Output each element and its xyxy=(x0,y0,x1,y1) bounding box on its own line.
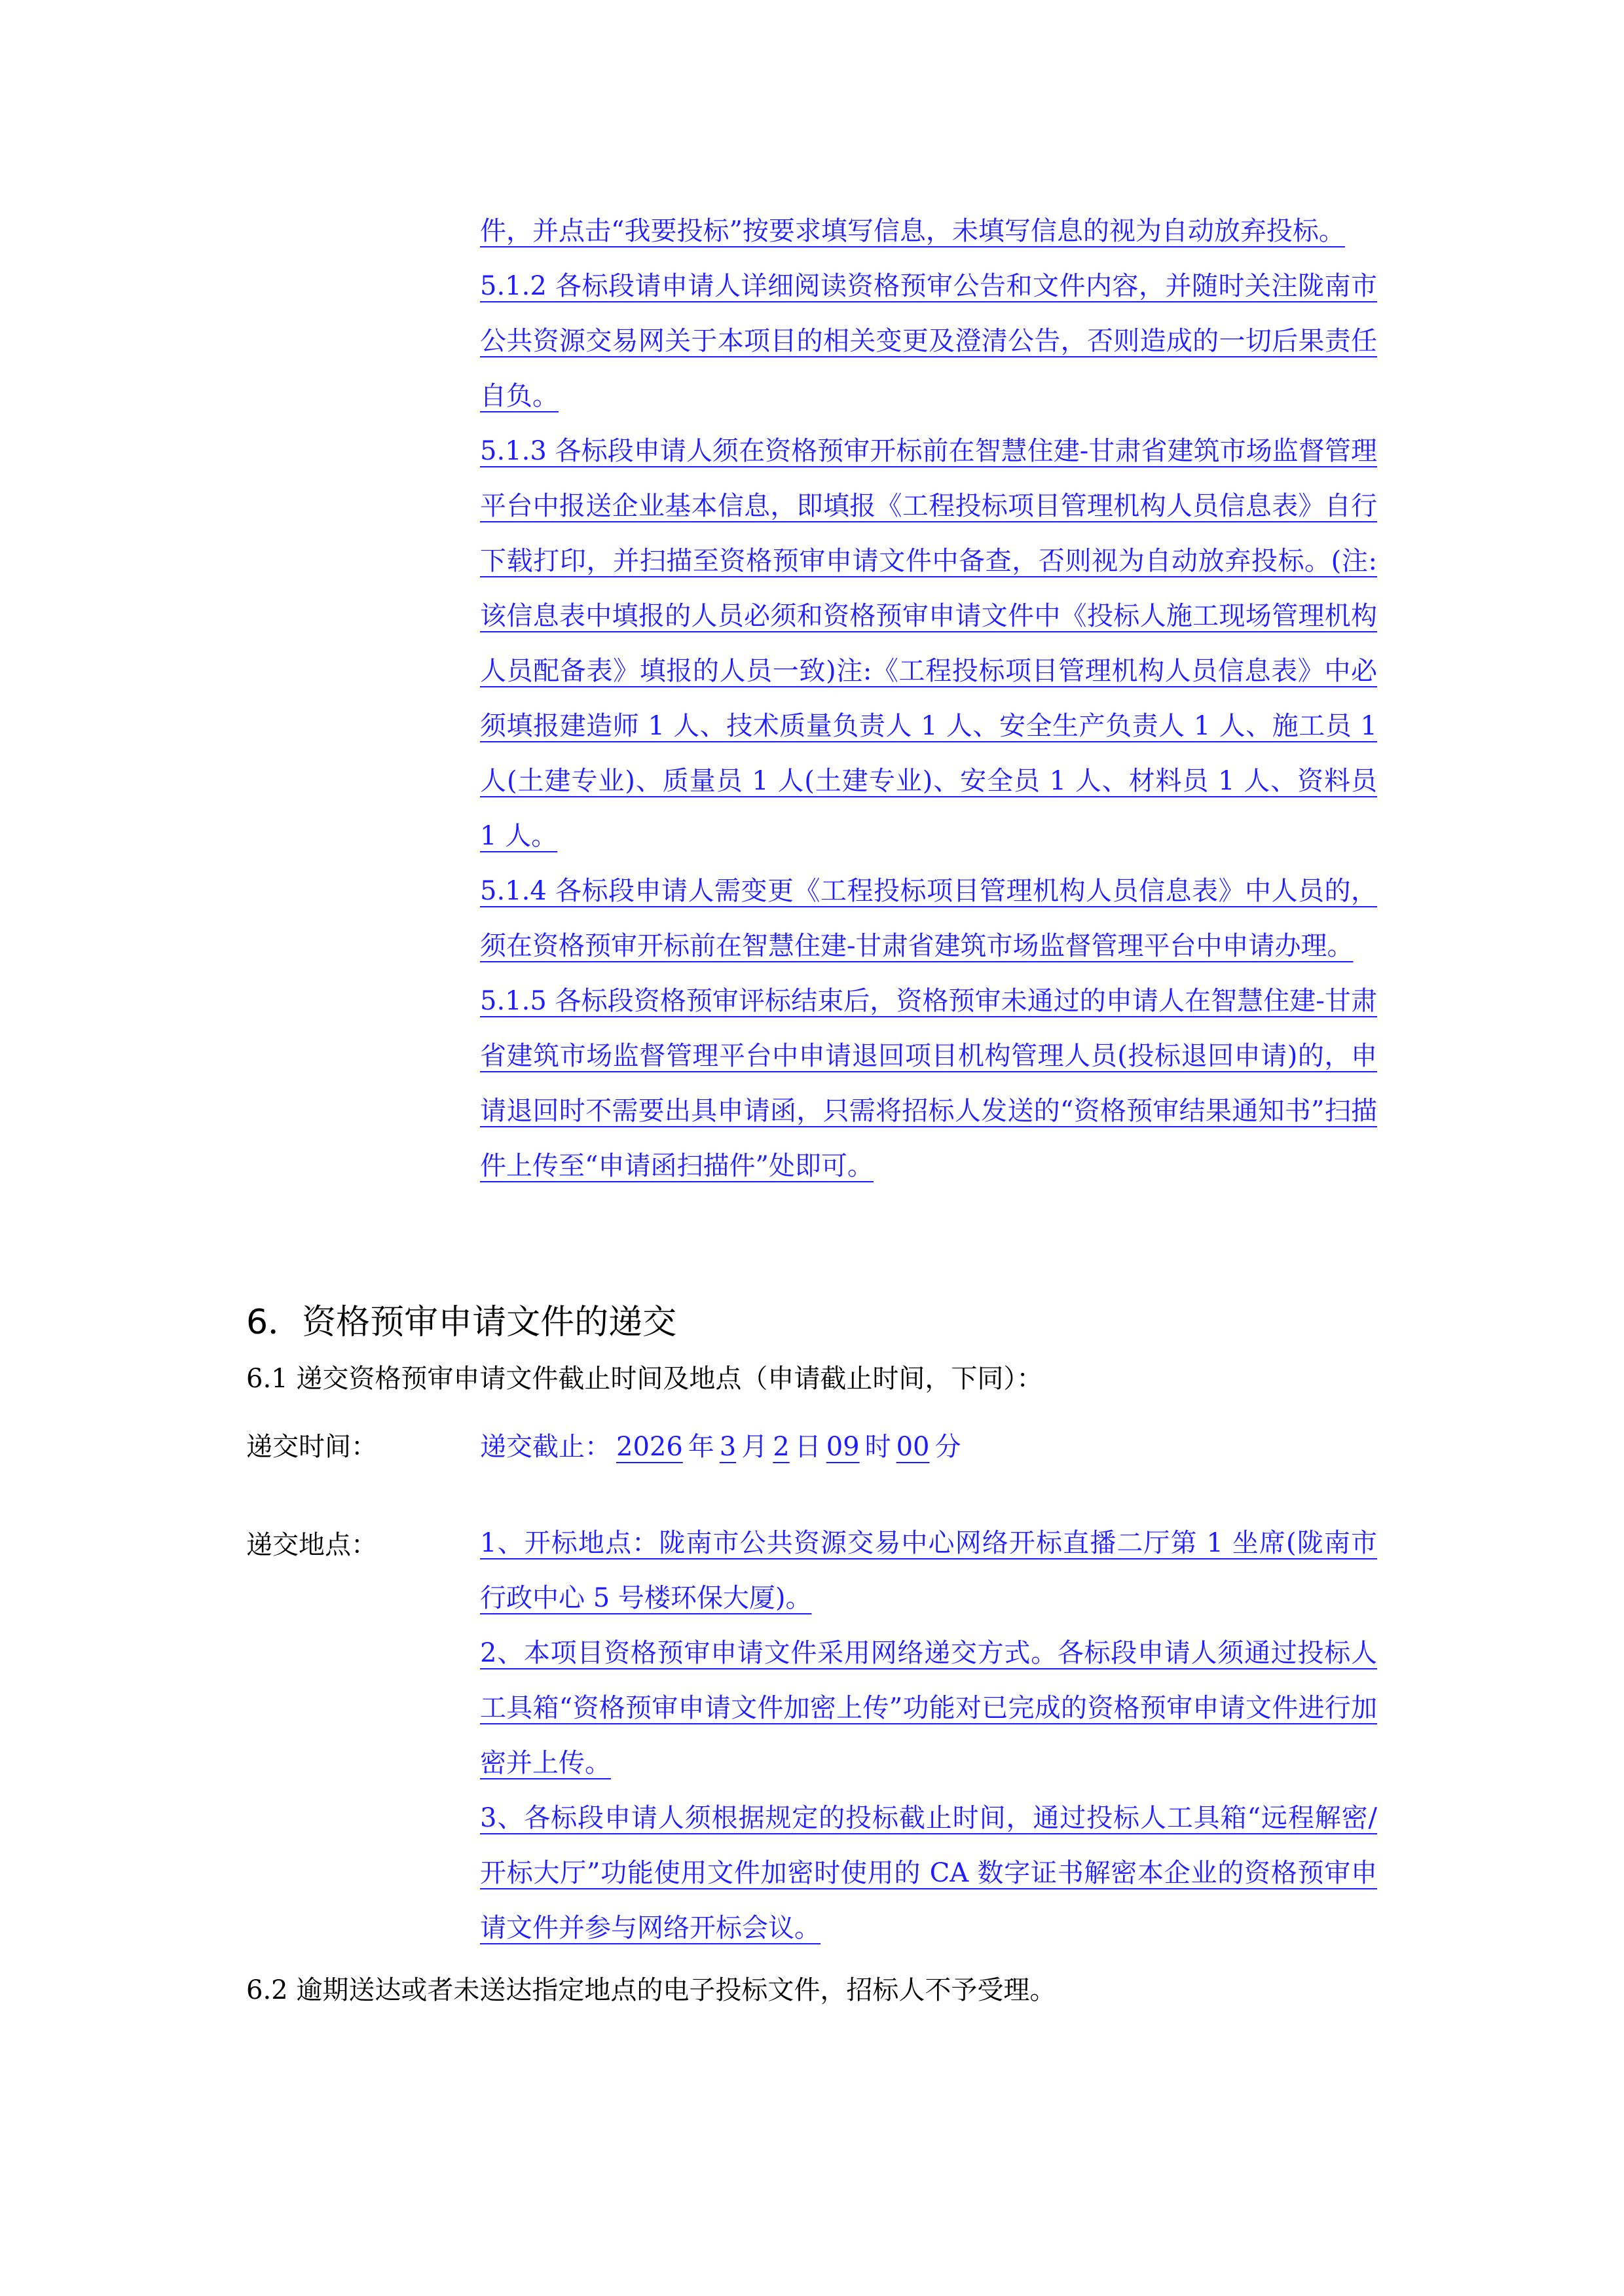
deadline-minute-unit: 分 xyxy=(934,1432,961,1462)
deadline-month-unit: 月 xyxy=(741,1432,768,1462)
submission-place-block xyxy=(480,1516,1377,1956)
paragraph-5-1-3: 5.1.3 各标段申请人须在资格预审开标前在智慧住建-甘肃省建筑市场监督管理平台中报送企业基本信息，即填报《工程投标项目管理机构人员信息表》自行下载打印，并扫描至资格预审申请文件中备查，否则视为自动放弃投标。(注:该信息表中填报的人员必须和资格预审申请文件中《投标人施工现场管理机构人员配备表》填报的人员一致)注:《工程投标项目管理机构人员信息表》中必须填报建造师 1 人、技术质量负责人 1 人、安全生产负责人 1 人、施工员 1 人(土建专业)、质量员 1 人(土建专业)、安全员 1 人、材料员 1 人、资料员 1 人。 xyxy=(480,436,1377,851)
deadline-day: 2 xyxy=(773,1432,790,1462)
place-item-1: 1、开标地点：陇南市公共资源交易中心网络开标直播二厅第 1 坐席(陇南市行政中心 5 号楼环保大厦)。 xyxy=(480,1528,1377,1613)
deadline-year-unit: 年 xyxy=(688,1432,714,1462)
paragraph-5-1-4: 5.1.4 各标段申请人需变更《工程投标项目管理机构人员信息表》中人员的，须在资格预审开标前在智慧住建-甘肃省建筑市场监督管理平台中申请办理。 xyxy=(480,876,1377,961)
deadline-day-unit: 日 xyxy=(794,1432,821,1462)
place-item-3: 3、各标段申请人须根据规定的投标截止时间，通过投标人工具箱“远程解密/开标大厅”功能使用文件加密时使用的 CA 数字证书解密本企业的资格预审申请文件并参与网络开标会议。 xyxy=(480,1803,1377,1943)
submission-time-label: 递交时间： xyxy=(246,1432,377,1462)
deadline-month: 3 xyxy=(719,1432,737,1462)
submission-place-label: 递交地点： xyxy=(246,1530,377,1560)
deadline-hour-unit: 时 xyxy=(864,1432,891,1462)
section-6-heading: 6．资格预审申请文件的递交 xyxy=(246,1303,677,1342)
deadline-hour: 09 xyxy=(826,1432,860,1462)
section-5-1-block xyxy=(480,204,1377,1194)
submission-deadline xyxy=(480,1427,961,1467)
place-item-2: 2、本项目资格预审申请文件采用网络递交方式。各标段申请人须通过投标人工具箱“资格预审申请文件加密上传”功能对已完成的资格预审申请文件进行加密并上传。 xyxy=(480,1638,1377,1778)
deadline-prefix: 递交截止： xyxy=(480,1432,611,1462)
paragraph-5-1-1-continued: 件，并点击“我要投标”按要求填写信息，未填写信息的视为自动放弃投标。 xyxy=(480,216,1345,246)
deadline-minute: 00 xyxy=(896,1432,930,1462)
paragraph-5-1-2: 5.1.2 各标段请申请人详细阅读资格预审公告和文件内容，并随时关注陇南市公共资源交易网关于本项目的相关变更及澄清公告，否则造成的一切后果责任自负。 xyxy=(480,271,1377,411)
paragraph-5-1-5: 5.1.5 各标段资格预审评标结束后，资格预审未通过的申请人在智慧住建-甘肃省建筑市场监督管理平台中申请退回项目机构管理人员(投标退回申请)的，申请退回时不需要出具申请函，只需将招标人发送的“资格预审结果通知书”扫描件上传至“申请函扫描件”处即可。 xyxy=(480,986,1377,1181)
paragraph-6-2: 6.2 逾期送达或者未送达指定地点的电子投标文件，招标人不予受理。 xyxy=(246,1975,1056,2005)
paragraph-6-1: 6.1 递交资格预审申请文件截止时间及地点（申请截止时间，下同）： xyxy=(246,1364,1043,1394)
deadline-year: 2026 xyxy=(616,1432,683,1462)
